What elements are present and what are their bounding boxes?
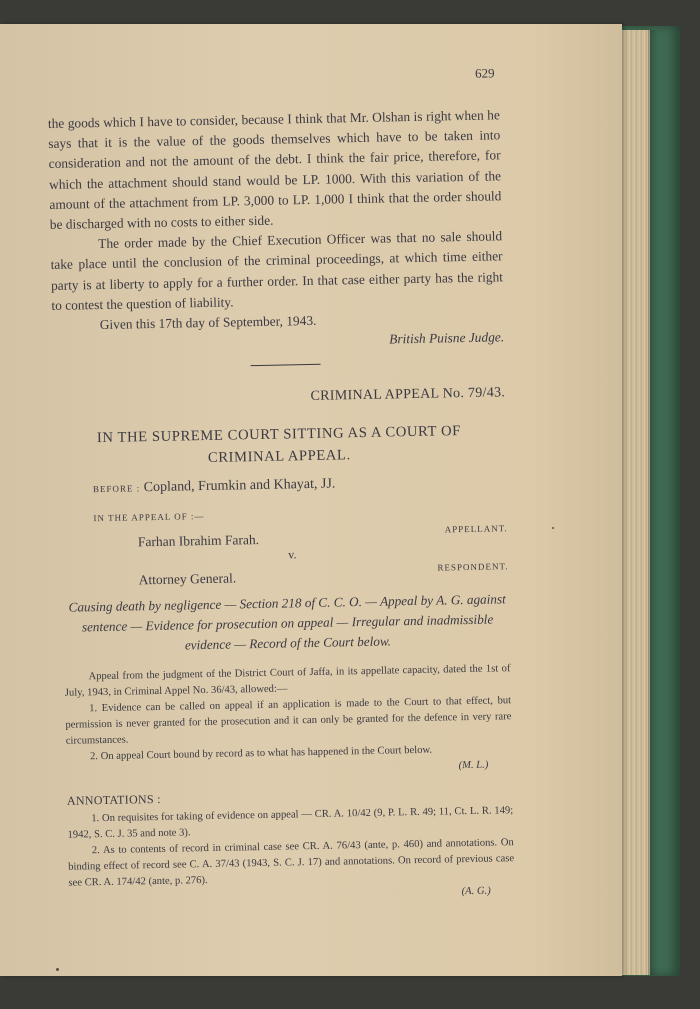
appellant-name: Farhan Ibrahim Farah.	[137, 532, 260, 550]
page-content	[46, 15, 515, 898]
paragraph: the goods which I have to consider, because I think that Mr. Olshan is right when he says that it is the value of the goods themselves which have to be taken into consideration and not the amount of the debt. I think the fair price, therefore, for which the attachment should stand would be LP. 1000. With this variation of the amount of the attachment from LP. 3,000 to LP. 1,000 I think that the order should be discharged with no costs to either side.	[47, 107, 502, 232]
appellant-label: APPELLANT.	[444, 523, 508, 535]
divider-rule	[251, 364, 321, 366]
page-number: 629	[474, 65, 495, 81]
in-appeal-label: IN THE APPEAL OF :—	[93, 511, 205, 524]
holding-item: 2. On appeal Court bound by record as to what has happened in the Court below.	[89, 744, 433, 763]
book-page	[0, 24, 622, 976]
page-edge-shadow	[648, 30, 658, 975]
appeal-from: Appeal from the judgment of the District Court of Jaffa, in its appellate capacity, dated the 1st of July, 1943, in Criminal Appel No. 36/43, allowed:—	[64, 663, 511, 699]
versus: v.	[288, 547, 297, 562]
bench	[93, 477, 336, 498]
annotations-heading: ANNOTATIONS :	[66, 791, 161, 808]
judges-names: Copland, Frumkin and Khayat, JJ.	[143, 476, 336, 496]
paper-speck	[552, 527, 554, 529]
court-heading-line: CRIMINAL APPEAL.	[207, 447, 351, 466]
given-date: Given this 17th day of September, 1943.	[99, 312, 317, 333]
annotation-item: 1. On requisites for taking of evidence on appeal — CR. A. 10/42 (9, P. L. R. 49; 11, Ct. L. R. 149; 1942, S. C. J. 35 and note 3).	[67, 805, 514, 841]
paragraph: The order made by the Chief Execution Officer was that no sale should take place until the conclusion of the criminal proceedings, at which time either party is at liberty to apply for a further order. In that case either party has the right to contest the question of liability.	[50, 228, 504, 313]
respondent-name: Attorney General.	[138, 570, 237, 588]
before-label: BEFORE :	[92, 483, 141, 495]
appeal-details	[64, 661, 512, 782]
case-number: CRIMINAL APPEAL No. 79/43.	[310, 385, 506, 404]
holdings-signature: (M. L.)	[458, 759, 489, 772]
court-heading-line: IN THE SUPREME COURT SITTING AS A COURT OF	[96, 423, 462, 447]
holding-item: 1. Evidence can be called on appeal if an application is made to the Court to that effect, but permission is never granted for the prosecution and it can only be granted for the defence in very rare circumstances.	[65, 695, 512, 747]
paper-speck	[56, 968, 59, 971]
headnote: Causing death by negligence — Section 218 of C. C. O. — Appeal by A. G. against sentence — Evidence for prosecution on appeal — Irregular and inadmissible evidence — Record of the Court below.	[68, 591, 506, 653]
court-heading	[64, 419, 495, 471]
annotation-item: 2. As to contents of record in criminal case see CR. A. 76/43 (ante, p. 460) and annotations. On binding effect of record see C. A. 37/43 (1943, S. C. J. 17) and annotations. On record of previous case see CR. A. 174/42 (ante, p. 276).	[68, 837, 515, 889]
judgment-text	[48, 105, 505, 356]
annotations	[67, 803, 515, 908]
respondent-label: RESPONDENT.	[437, 561, 509, 573]
judge-signature: British Puisne Judge.	[389, 329, 505, 347]
annotations-signature: (A. G.)	[461, 885, 491, 898]
